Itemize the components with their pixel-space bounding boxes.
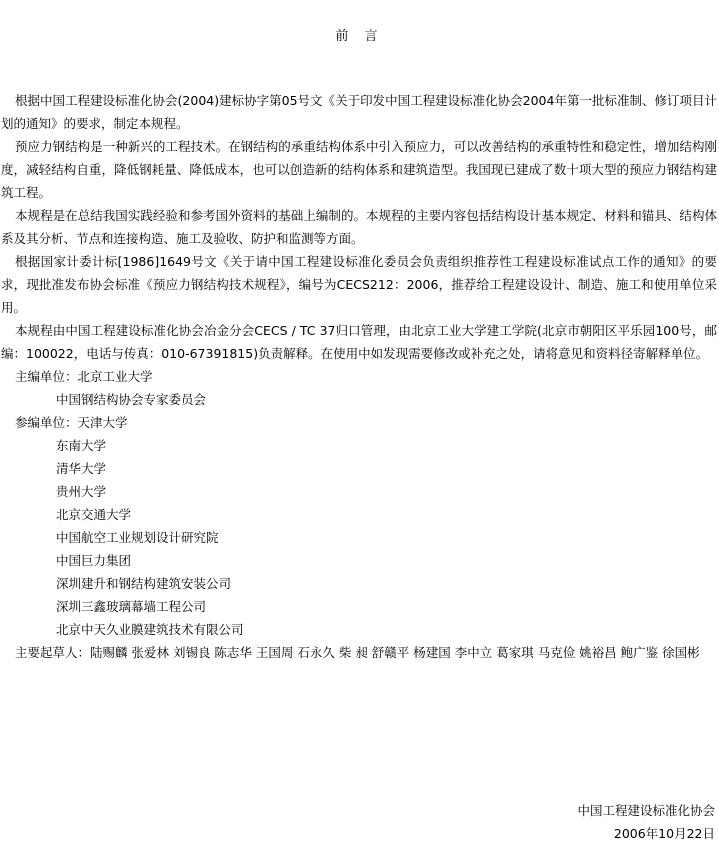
drafters-names: 陆赐麟 张爱林 刘锡良 陈志华 王国周 石永久 柴 昶 舒赣平 杨建国 李中立 葛家琪 马克俭 姚裕昌 鲍广鉴 徐国彬 xyxy=(90,645,700,660)
drafters-list xyxy=(1,641,717,664)
chief-unit-label: 主编单位： xyxy=(15,369,78,384)
drafters-label: 主要起草人： xyxy=(15,645,91,660)
participating-unit-item: 北京中天久业膜建筑技术有限公司 xyxy=(56,622,244,637)
participating-unit-item: 清华大学 xyxy=(56,461,107,476)
chief-unit-row xyxy=(1,365,717,388)
chief-unit-item: 北京工业大学 xyxy=(77,369,153,384)
chief-unit-item: 中国钢结构协会专家委员会 xyxy=(56,392,207,407)
signature-block xyxy=(577,799,715,845)
participating-unit-item: 中国巨力集团 xyxy=(56,553,132,568)
participating-unit-item: 深圳建升和钢结构建筑安装公司 xyxy=(56,576,232,591)
participating-unit-label: 参编单位： xyxy=(15,415,78,430)
participating-unit-item: 贵州大学 xyxy=(56,484,107,499)
participating-unit-item: 北京交通大学 xyxy=(56,507,132,522)
paragraph-management: 本规程由中国工程建设标准化协会冶金分会CECS / TC 37归口管理，由北京工业大学建工学院(北京市朝阳区平乐园100号，邮编：100022，电话与传真：010-67391815)负责解释。在使用中如发现需要修改或补充之处，请将意见和资料径寄解释单位。 xyxy=(1,323,717,361)
participating-unit-item: 深圳三鑫玻璃幕墙工程公司 xyxy=(56,599,207,614)
participating-unit-row xyxy=(1,411,717,434)
participating-unit-item: 中国航空工业规划设计研究院 xyxy=(56,530,219,545)
signature-organization: 中国工程建设标准化协会 xyxy=(577,803,715,818)
page-title: 前 言 xyxy=(335,29,384,44)
participating-unit-item: 东南大学 xyxy=(56,438,107,453)
paragraph-scope: 本规程是在总结我国实践经验和参考国外资料的基础上编制的。本规程的主要内容包括结构设计基本规定、材料和锚具、结构体系及其分析、节点和连接构造、施工及验收、防护和监测等方面。 xyxy=(1,208,717,246)
paragraph-basis: 根据中国工程建设标准化协会(2004)建标协字第05号文《关于印发中国工程建设标准化协会2004年第一批标准制、修订项目计划的通知》的要求，制定本规程。 xyxy=(1,93,717,131)
preface-body xyxy=(1,89,717,664)
paragraph-approval: 根据国家计委计标[1986]1649号文《关于请中国工程建设标准化委员会负责组织推荐性工程建设标准试点工作的通知》的要求，现批准发布协会标准《预应力钢结构技术规程》，编号为CECS212：2006，推荐给工程建设设计、制造、施工和使用单位采用。 xyxy=(1,254,717,315)
participating-unit-item: 天津大学 xyxy=(77,415,128,430)
signature-date: 2006年10月22日 xyxy=(613,826,715,841)
paragraph-introduction: 预应力钢结构是一种新兴的工程技术。在钢结构的承重结构体系中引入预应力，可以改善结构的承重特性和稳定性，增加结构刚度，减轻结构自重，降低钢耗量、降低成本，也可以创造新的结构体系和建筑造型。我国现已建成了数十项大型的预应力钢结构建筑工程。 xyxy=(1,139,717,200)
